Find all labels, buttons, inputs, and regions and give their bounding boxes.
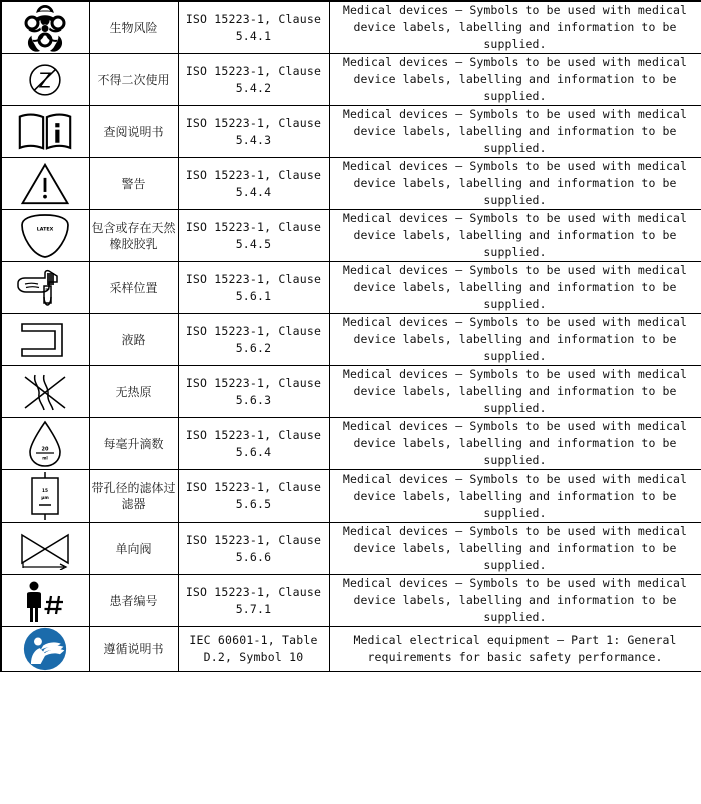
symbol-name: 查阅说明书 (89, 106, 178, 158)
standard-reference: ISO 15223-1, Clause 5.4.4 (178, 158, 329, 210)
symbol-name: 患者编号 (89, 575, 178, 627)
non-pyrogenic-icon (18, 370, 72, 414)
drops-count-label: 20 (41, 446, 49, 452)
table-row (1, 106, 701, 158)
table-row (1, 262, 701, 314)
standard-reference: ISO 15223-1, Clause 5.4.3 (178, 106, 329, 158)
icon-cell (1, 418, 89, 470)
pore-size-unit-label: µm (41, 496, 50, 501)
symbol-name: 每毫升滴数 (89, 418, 178, 470)
symbol-name: 采样位置 (89, 262, 178, 314)
standard-description: Medical devices — Symbols to be used with medical device labels, labelling and information to be supplied. (329, 314, 701, 366)
icon-cell (1, 366, 89, 418)
follow-instructions-for-use-icon (23, 627, 67, 671)
standard-reference: ISO 15223-1, Clause 5.6.1 (178, 262, 329, 314)
symbol-name: 液路 (89, 314, 178, 366)
latex-label: LATEX (37, 227, 54, 232)
table-row (1, 210, 701, 262)
symbol-name: 带孔径的滤体过滤器 (89, 470, 178, 523)
standard-description: Medical electrical equipment — Part 1: General requirements for basic safety performance. (329, 627, 701, 672)
standard-reference: ISO 15223-1, Clause 5.6.6 (178, 523, 329, 575)
symbol-name: 遵循说明书 (89, 627, 178, 672)
icon-cell (1, 158, 89, 210)
table-row (1, 314, 701, 366)
standard-reference: ISO 15223-1, Clause 5.6.3 (178, 366, 329, 418)
table-row (1, 366, 701, 418)
patient-identification-number-icon (19, 578, 71, 624)
symbol-name: 生物风险 (89, 1, 178, 54)
biohazard-icon (20, 4, 70, 52)
icon-cell (1, 470, 89, 523)
drops-per-millilitre-icon (25, 419, 65, 469)
standard-description: Medical devices — Symbols to be used with medical device labels, labelling and information to be supplied. (329, 523, 701, 575)
consult-instructions-for-use-icon (17, 111, 73, 153)
symbol-name: 警告 (89, 158, 178, 210)
fluid-path-icon (17, 320, 73, 360)
symbol-name: 包含或存在天然橡胶胶乳 (89, 210, 178, 262)
standard-description: Medical devices — Symbols to be used with medical device labels, labelling and information to be supplied. (329, 470, 701, 523)
table-row (1, 158, 701, 210)
icon-cell (1, 106, 89, 158)
icon-cell (1, 54, 89, 106)
liquid-filter-with-pore-size-icon (26, 470, 64, 522)
standard-reference: ISO 15223-1, Clause 5.4.5 (178, 210, 329, 262)
table-row (1, 54, 701, 106)
standard-reference: ISO 15223-1, Clause 5.6.2 (178, 314, 329, 366)
standard-description: Medical devices — Symbols to be used with medical device labels, labelling and information to be supplied. (329, 366, 701, 418)
table-row (1, 418, 701, 470)
icon-cell (1, 262, 89, 314)
standard-reference: IEC 60601-1, Table D.2, Symbol 10 (178, 627, 329, 672)
icon-cell (1, 314, 89, 366)
do-not-reuse-icon (21, 56, 69, 104)
caution-triangle-icon (19, 161, 71, 206)
table-row (1, 575, 701, 627)
pore-size-value-label: 15 (42, 489, 49, 494)
sampling-site-hand-icon (14, 265, 76, 311)
standard-description: Medical devices — Symbols to be used with medical device labels, labelling and information to be supplied. (329, 210, 701, 262)
standard-description: Medical devices — Symbols to be used with medical device labels, labelling and information to be supplied. (329, 575, 701, 627)
standard-description: Medical devices — Symbols to be used with medical device labels, labelling and information to be supplied. (329, 262, 701, 314)
symbol-name: 无热原 (89, 366, 178, 418)
icon-cell (1, 523, 89, 575)
icon-cell (1, 627, 89, 672)
standard-description: Medical devices — Symbols to be used with medical device labels, labelling and information to be supplied. (329, 106, 701, 158)
icon-cell (1, 210, 89, 262)
drops-unit-label: ml (42, 455, 49, 460)
symbol-table-body (1, 1, 701, 672)
standard-description: Medical devices — Symbols to be used with medical device labels, labelling and information to be supplied. (329, 54, 701, 106)
standard-reference: ISO 15223-1, Clause 5.4.1 (178, 1, 329, 54)
table-row (1, 470, 701, 523)
icon-cell (1, 1, 89, 54)
standard-reference: ISO 15223-1, Clause 5.6.4 (178, 418, 329, 470)
standard-reference: ISO 15223-1, Clause 5.7.1 (178, 575, 329, 627)
standard-description: Medical devices — Symbols to be used with medical device labels, labelling and information to be supplied. (329, 158, 701, 210)
table-row (1, 523, 701, 575)
table-row (1, 1, 701, 54)
standard-reference: ISO 15223-1, Clause 5.6.5 (178, 470, 329, 523)
standard-description: Medical devices — Symbols to be used with medical device labels, labelling and information to be supplied. (329, 1, 701, 54)
symbol-name: 不得二次使用 (89, 54, 178, 106)
standard-reference: ISO 15223-1, Clause 5.4.2 (178, 54, 329, 106)
natural-rubber-latex-icon (15, 212, 75, 260)
icon-cell (1, 575, 89, 627)
standard-description: Medical devices — Symbols to be used with medical device labels, labelling and information to be supplied. (329, 418, 701, 470)
table-row (1, 627, 701, 672)
symbol-name: 单向阀 (89, 523, 178, 575)
one-way-valve-icon (16, 528, 74, 570)
